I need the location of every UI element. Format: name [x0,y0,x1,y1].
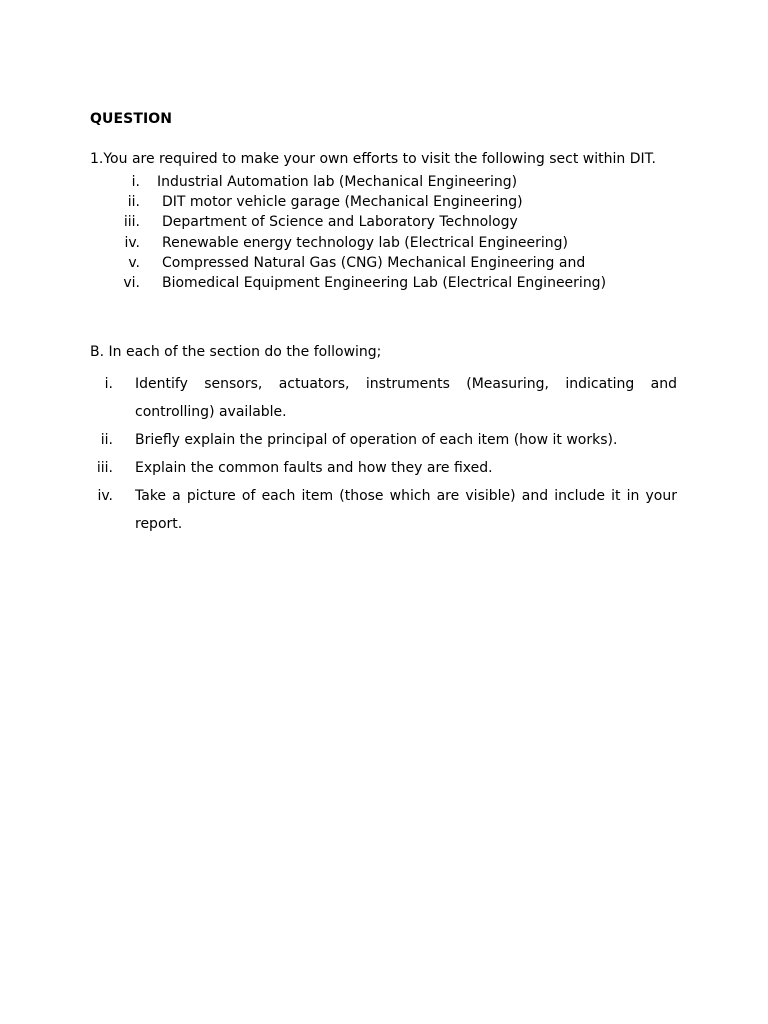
list-item-text: DIT motor vehicle garage (Mechanical Engineering) [162,194,523,211]
list-item-number: iv. [124,234,140,251]
list-item-text: Biomedical Equipment Engineering Lab (Electrical Engineering) [162,274,607,291]
list-item-text: Briefly explain the principal of operation of each item (how it works). [135,432,618,448]
question-heading: QUESTION [90,111,173,127]
list-item-number: iv. [97,488,113,504]
list-item [90,370,677,426]
list-item-number: ii. [100,432,113,448]
list-item-number: iii. [96,460,113,476]
section-b-intro: B. In each of the section do the following; [90,344,382,360]
question-intro: 1.You are required to make your own efforts to visit the following sect within DIT. [90,151,656,167]
list-item-text: Take a picture of each item (those which are visible) and include it in your report. [135,488,677,532]
list-item-number: v. [128,254,140,271]
list-item-number: i. [104,376,113,392]
list-item-number: i. [131,174,140,190]
list-item-text: Department of Science and Laboratory Technology [162,214,518,231]
list-item-text: Identify sensors, actuators, instruments (Measuring, indicating and controlling) available. [135,376,677,420]
list-item-text: Renewable energy technology lab (Electrical Engineering) [162,234,569,251]
list-item-text: Explain the common faults and how they are fixed. [135,460,493,476]
list-item-number: iii. [123,214,140,231]
list-item [90,454,677,482]
list-item-number: vi. [123,274,140,291]
list-item [90,482,677,538]
list-item-text: Compressed Natural Gas (CNG) Mechanical Engineering and [162,254,586,271]
tasks-list [90,370,677,538]
list-item [90,426,677,454]
list-item-number: ii. [127,194,140,211]
list-item-text: Industrial Automation lab (Mechanical Engineering) [157,174,518,190]
